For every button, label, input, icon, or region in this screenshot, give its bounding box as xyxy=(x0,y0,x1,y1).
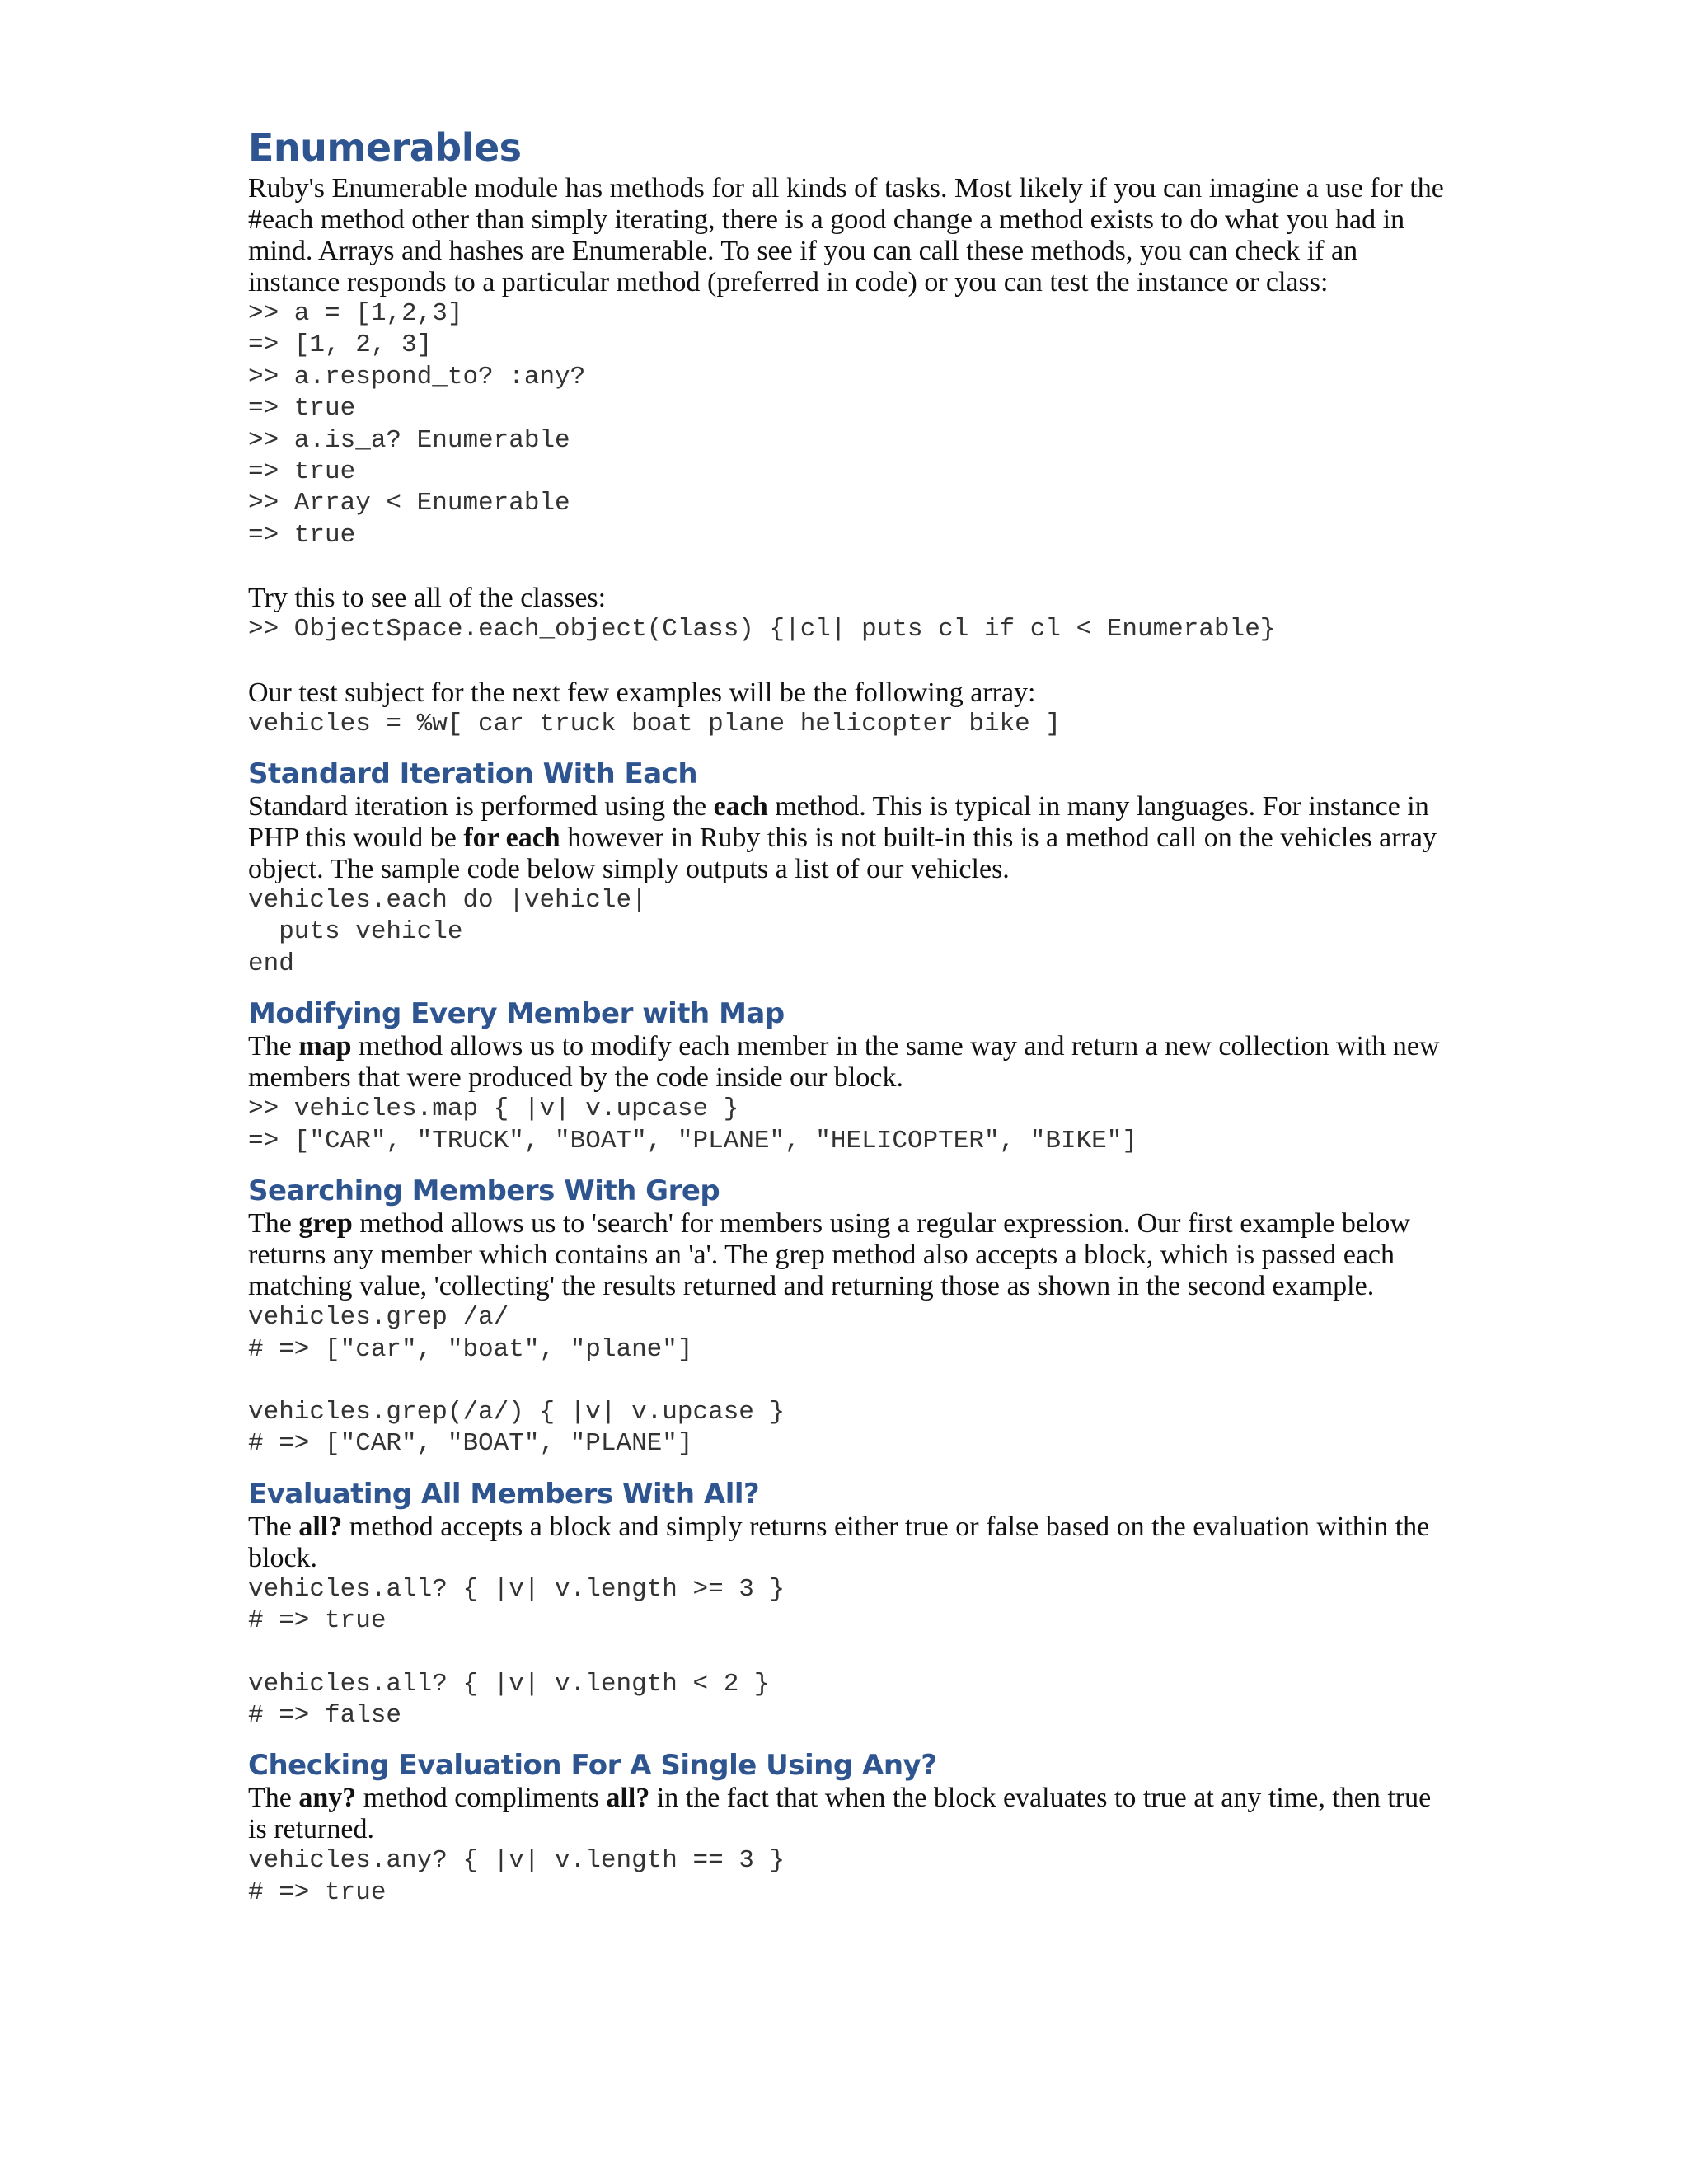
subject-code-block: vehicles = %w[ car truck boat plane helicopter bike ] xyxy=(248,709,1061,738)
spacer xyxy=(248,1638,1451,1669)
all-code-block-1: vehicles.all? { |v| v.length >= 3 } # => true xyxy=(248,1574,785,1636)
classes-paragraph: Try this to see all of the classes: xyxy=(248,583,607,614)
grep-section-heading: Searching Members With Grep xyxy=(248,1174,720,1208)
document-page xyxy=(248,124,1451,1909)
grep-section-paragraph: The grep method allows us to 'search' for members using a regular expression. Our first example below returns any member which contains an 'a'. The grep method also accepts a block, which is passed each matching value, 'collecting' the results returned and returning those as shown in the second example. xyxy=(248,1208,1410,1302)
grep-code-block-2: vehicles.grep(/a/) { |v| v.upcase } # => ["CAR", "BOAT", "PLANE"] xyxy=(248,1397,785,1459)
grep-code-block-1: vehicles.grep /a/ # => ["car", "boat", "plane"] xyxy=(248,1303,693,1364)
map-section-paragraph: The map method allows us to modify each member in the same way and return a new collection with new members that were produced by the code inside our block. xyxy=(248,1031,1440,1094)
intro-code-block: >> a = [1,2,3] => [1, 2, 3] >> a.respond_to? :any? => true >> a.is_a? Enumerable => true >> Array < Enumerable => true xyxy=(248,299,586,550)
all-section-paragraph: The all? method accepts a block and simply returns either true or false based on the evaluation within the block. xyxy=(248,1511,1430,1573)
page-title: Enumerables xyxy=(248,125,522,170)
all-code-block-2: vehicles.all? { |v| v.length < 2 } # => false xyxy=(248,1669,770,1730)
each-code-block: vehicles.each do |vehicle| puts vehicle end xyxy=(248,886,647,978)
spacer xyxy=(248,551,1451,583)
map-section-heading: Modifying Every Member with Map xyxy=(248,997,785,1031)
classes-code-block: >> ObjectSpace.each_object(Class) {|cl| puts cl if cl < Enumerable} xyxy=(248,615,1276,644)
all-section-heading: Evaluating All Members With All? xyxy=(248,1477,760,1511)
map-code-block: >> vehicles.map { |v| v.upcase } => ["CAR", "TRUCK", "BOAT", "PLANE", "HELICOPTER", "BIKE"] xyxy=(248,1094,1137,1155)
each-section-heading: Standard Iteration With Each xyxy=(248,757,698,791)
any-code-block: vehicles.any? { |v| v.length == 3 } # => true xyxy=(248,1846,785,1907)
spacer xyxy=(248,1366,1451,1397)
subject-paragraph: Our test subject for the next few examples will be the following array: xyxy=(248,677,1036,708)
any-section-heading: Checking Evaluation For A Single Using Any? xyxy=(248,1749,937,1783)
intro-paragraph: Ruby's Enumerable module has methods for all kinds of tasks. Most likely if you can imagine a use for the #each method other than simply iterating, there is a good change a method exists to do what you had in mind. Arrays and hashes are Enumerable. To see if you can call these methods, you can check if an instance responds to a particular method (preferred in code) or you can test the instance or class: xyxy=(248,173,1444,298)
each-section-paragraph: Standard iteration is performed using the each method. This is typical in many languages. For instance in PHP this would be for each however in Ruby this is not built-in this is a method call on the vehicles array object. The sample code below simply outputs a list of our vehicles. xyxy=(248,791,1437,885)
spacer xyxy=(248,646,1451,677)
any-section-paragraph: The any? method compliments all? in the fact that when the block evaluates to true at any time, then true is returned. xyxy=(248,1783,1432,1845)
